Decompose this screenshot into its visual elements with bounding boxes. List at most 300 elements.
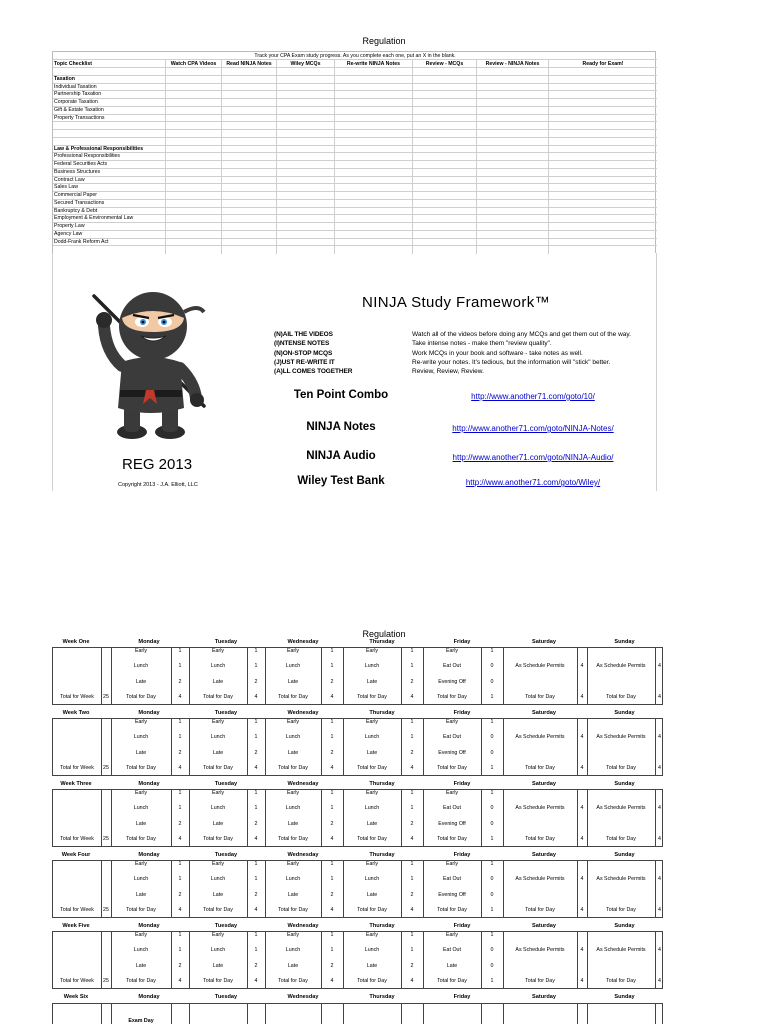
day-header-monday: Monday <box>138 710 160 716</box>
slot-hours: 2 <box>410 750 414 756</box>
slot-hours: 2 <box>330 679 334 685</box>
day-total-value: 4 <box>330 765 334 771</box>
day-total-value: 1 <box>490 694 494 700</box>
slot-late: Late <box>366 892 378 898</box>
slot-hours: 2 <box>178 821 182 827</box>
slot-early: Early <box>286 932 300 938</box>
day-header-tuesday: Tuesday <box>214 639 238 645</box>
slot-hours: 1 <box>178 663 182 669</box>
day-total-label: Total for Day <box>203 978 233 984</box>
slot-late: Late <box>212 750 224 756</box>
slot-hours: 1 <box>410 790 414 796</box>
topic-row <box>53 153 657 161</box>
checklist-note: Track your CPA Exam study progress. As you complete each one, put an X in the blank. <box>53 52 657 60</box>
slot-early: Early <box>286 719 300 725</box>
slot-hours: 1 <box>330 790 334 796</box>
slot-eat-out: Eat Out <box>443 805 461 811</box>
header-wiley-mcqs: Wiley MCQs <box>290 61 321 67</box>
week-total-value: 25 <box>103 907 109 913</box>
slot-hours: 1 <box>178 932 182 938</box>
slot-flexible: As Schedule Permits <box>515 734 565 740</box>
topic-label: Agency Law <box>54 230 83 237</box>
slot-lunch: Lunch <box>133 805 149 811</box>
slot-lunch: Lunch <box>210 805 226 811</box>
slot-flexible: As Schedule Permits <box>596 805 646 811</box>
day-total-label: Total for Day <box>525 694 555 700</box>
slot-hours: 4 <box>658 805 661 811</box>
slot-early: Early <box>365 719 379 725</box>
topic-row <box>53 184 657 192</box>
acronym-n: (N)AIL THE VIDEOS <box>274 331 333 338</box>
week-header-row <box>52 780 663 789</box>
day-header-thursday: Thursday <box>369 994 395 1000</box>
resource-link-ninja-audio[interactable]: http://www.another71.com/goto/NINJA-Audio/ <box>452 453 614 462</box>
resource-label-ninja-audio: NINJA Audio <box>306 450 376 462</box>
slot-hours: 1 <box>410 876 414 882</box>
day-total-label: Total for Day <box>606 694 636 700</box>
resource-link-wiley[interactable]: http://www.another71.com/goto/Wiley/ <box>465 478 601 487</box>
day-header-wednesday: Wednesday <box>287 923 319 929</box>
week-label: Week Six <box>63 994 89 1000</box>
day-total-value: 4 <box>178 694 182 700</box>
slot-hours: 1 <box>490 648 494 654</box>
slot-late: Late <box>212 821 224 827</box>
header-topic: Topic Checklist <box>54 61 92 67</box>
slot-eat-out: Eat Out <box>443 663 461 669</box>
week-header-row <box>52 851 663 860</box>
day-header-sunday: Sunday <box>614 781 635 787</box>
day-header-thursday: Thursday <box>369 710 395 716</box>
slot-hours: 1 <box>254 805 258 811</box>
week-header-row <box>52 709 663 718</box>
slot-hours: 1 <box>254 790 258 796</box>
slot-late: Late <box>366 821 378 827</box>
week-label: Week Four <box>61 852 91 858</box>
slot-lunch: Lunch <box>210 663 226 669</box>
day-total-value: 4 <box>410 694 414 700</box>
section-title: Law & Professional Responsibilities <box>54 145 144 152</box>
day-header-saturday: Saturday <box>532 852 556 858</box>
slot-hours: 1 <box>410 947 414 953</box>
topic-label: Bankruptcy & Debt <box>54 207 98 214</box>
day-total-label: Total for Day <box>437 765 467 771</box>
slot-late: Late <box>366 750 378 756</box>
slot-evening: Evening Off <box>438 892 466 898</box>
day-total-value: 4 <box>580 694 584 700</box>
week-block <box>52 931 663 989</box>
day-header-friday: Friday <box>453 710 471 716</box>
week-total-value: 25 <box>103 836 109 842</box>
day-total-label: Total for Day <box>525 765 555 771</box>
day-total-label: Total for Day <box>203 694 233 700</box>
topic-label: Commercial Paper <box>54 192 97 198</box>
day-total-value: 4 <box>254 978 258 984</box>
slot-hours: 1 <box>178 861 182 867</box>
header-watch-videos: Watch CPA Videos <box>170 61 217 67</box>
slot-hours: 2 <box>178 679 182 685</box>
slot-late: Late <box>287 963 299 969</box>
slot-late: Late <box>135 750 147 756</box>
slot-lunch: Lunch <box>364 947 380 953</box>
acronym-desc-j: Re-write your notes. It's tedious, but the information will "stick" better. <box>412 358 611 366</box>
day-header-wednesday: Wednesday <box>287 781 319 787</box>
week-total-value: 25 <box>103 765 109 771</box>
slot-hours: 4 <box>658 876 661 882</box>
day-total-label: Total for Day <box>278 907 308 913</box>
day-total-value: 1 <box>490 978 494 984</box>
slot-late: Late <box>287 892 299 898</box>
slot-late: Late <box>287 821 299 827</box>
day-header-monday: Monday <box>138 639 160 645</box>
slot-early: Early <box>365 932 379 938</box>
topic-row <box>53 215 657 223</box>
slot-hours: 0 <box>490 734 494 740</box>
topic-row <box>53 84 657 92</box>
day-total-label: Total for Day <box>126 765 156 771</box>
slot-hours: 1 <box>254 932 258 938</box>
slot-hours: 1 <box>490 719 494 725</box>
resource-label-ninja-notes: NINJA Notes <box>306 421 376 433</box>
day-header-monday: Monday <box>138 923 160 929</box>
slot-early: Early <box>445 790 459 796</box>
day-total-label: Total for Day <box>357 978 387 984</box>
slot-hours: 0 <box>490 963 494 969</box>
week-label: Week Three <box>60 781 92 787</box>
slot-hours: 1 <box>330 947 334 953</box>
header-rewrite-notes: Re-write NINJA Notes <box>346 61 401 67</box>
day-total-label: Total for Day <box>278 978 308 984</box>
week-total-label: Total for Week <box>60 836 94 842</box>
day-header-wednesday: Wednesday <box>287 639 319 645</box>
acronym-a: (A)LL COMES TOGETHER <box>274 368 353 376</box>
week-total-value: 25 <box>103 978 109 984</box>
day-total-label: Total for Day <box>606 978 636 984</box>
slot-early: Early <box>211 648 225 654</box>
day-total-value: 4 <box>254 694 258 700</box>
slot-hours: 1 <box>330 648 334 654</box>
topic-label: Contract Law <box>54 176 85 183</box>
acronym-desc-i: Take intense notes - make them "review quality". <box>412 340 552 348</box>
day-header-monday: Monday <box>138 994 160 1000</box>
slot-hours: 2 <box>178 963 182 969</box>
day-total-label: Total for Day <box>278 765 308 771</box>
page-title: Regulation <box>362 36 406 46</box>
slot-lunch: Lunch <box>210 947 226 953</box>
slot-hours: 1 <box>330 805 334 811</box>
day-total-value: 4 <box>254 765 258 771</box>
slot-hours: 1 <box>254 719 258 725</box>
framework-title: NINJA Study Framework™ <box>362 294 551 311</box>
header-ready-for-exam: Ready for Exam! <box>582 61 624 67</box>
day-total-label: Total for Day <box>606 836 636 842</box>
slot-hours: 2 <box>410 963 414 969</box>
slot-hours: 1 <box>410 719 414 725</box>
slot-hours: 4 <box>580 805 584 811</box>
day-total-value: 4 <box>580 765 584 771</box>
slot-hours: 4 <box>658 734 661 740</box>
day-header-wednesday: Wednesday <box>287 710 319 716</box>
day-header-thursday: Thursday <box>369 852 395 858</box>
slot-late: Late <box>135 679 147 685</box>
slot-hours: 4 <box>658 663 661 669</box>
topic-label: Secured Transactions <box>54 199 105 206</box>
day-total-value: 4 <box>178 765 182 771</box>
day-header-friday: Friday <box>453 852 471 858</box>
topic-label: Property Law <box>54 223 85 229</box>
slot-late: Late <box>287 679 299 685</box>
slot-lunch: Lunch <box>210 734 226 740</box>
slot-hours: 2 <box>178 750 182 756</box>
day-total-value: 4 <box>330 907 334 913</box>
slot-lunch: Lunch <box>133 876 149 882</box>
checklist-header-row <box>53 60 657 68</box>
topic-label: Federal Securities Acts <box>54 161 108 167</box>
schedule-title: Regulation <box>362 629 406 639</box>
acronym-n2: (N)ON-STOP MCQS <box>274 349 333 357</box>
topic-label: Professional Responsibilities <box>54 153 121 160</box>
header-read-notes: Read NINJA Notes <box>226 61 272 67</box>
slot-hours: 1 <box>254 734 258 740</box>
topic-label: Dodd-Frank Reform Act <box>54 238 109 245</box>
day-header-saturday: Saturday <box>532 710 556 716</box>
resource-label-ten-point: Ten Point Combo <box>293 389 389 401</box>
day-total-value: 4 <box>254 836 258 842</box>
day-header-thursday: Thursday <box>369 639 395 645</box>
slot-late: Late <box>135 963 147 969</box>
slot-flexible: As Schedule Permits <box>596 876 646 882</box>
day-total-value: 4 <box>410 907 414 913</box>
topic-label: Business Structures <box>54 168 101 175</box>
week-block <box>52 860 663 918</box>
slot-hours: 2 <box>410 679 414 685</box>
slot-early: Early <box>286 648 300 654</box>
slot-hours: 4 <box>580 876 584 882</box>
resource-label-wiley: Wiley Test Bank <box>297 475 385 487</box>
exam-day-label: Exam Day <box>128 1018 154 1024</box>
day-total-label: Total for Day <box>437 694 467 700</box>
slot-flexible: As Schedule Permits <box>596 947 646 953</box>
week-total-label: Total for Week <box>60 907 94 913</box>
week-block <box>52 647 663 705</box>
slot-flexible: As Schedule Permits <box>515 805 565 811</box>
topic-row <box>53 177 657 185</box>
topic-label: Property Transactions <box>54 114 105 121</box>
day-total-label: Total for Day <box>126 907 156 913</box>
slot-hours: 2 <box>330 892 334 898</box>
slot-flexible: As Schedule Permits <box>596 734 646 740</box>
slot-lunch: Lunch <box>285 876 301 882</box>
day-total-label: Total for Day <box>203 836 233 842</box>
slot-hours: 0 <box>490 663 494 669</box>
slot-early: Early <box>134 932 148 938</box>
slot-hours: 2 <box>330 963 334 969</box>
day-header-friday: Friday <box>453 639 471 645</box>
slot-hours: 4 <box>580 947 584 953</box>
day-header-wednesday: Wednesday <box>287 994 319 1000</box>
slot-early: Early <box>134 861 148 867</box>
slot-flexible: As Schedule Permits <box>515 663 565 669</box>
slot-hours: 1 <box>178 805 182 811</box>
day-header-sunday: Sunday <box>614 994 635 1000</box>
day-header-friday: Friday <box>453 994 471 1000</box>
slot-lunch: Lunch <box>285 663 301 669</box>
slot-hours: 1 <box>178 947 182 953</box>
slot-hours: 4 <box>580 734 584 740</box>
slot-hours: 1 <box>330 719 334 725</box>
day-total-label: Total for Day <box>203 907 233 913</box>
slot-early: Early <box>134 648 148 654</box>
slot-early: Early <box>445 932 459 938</box>
slot-hours: 1 <box>330 932 334 938</box>
slot-hours: 1 <box>254 861 258 867</box>
slot-hours: 1 <box>490 861 494 867</box>
day-total-value: 4 <box>580 907 584 913</box>
day-header-tuesday: Tuesday <box>214 994 238 1000</box>
slot-eat-out: Eat Out <box>443 876 461 882</box>
topic-row <box>53 200 657 208</box>
slot-hours: 0 <box>490 821 494 827</box>
slot-late: Late <box>366 679 378 685</box>
topic-row <box>53 161 657 169</box>
week-label: Week Two <box>62 710 90 716</box>
slot-hours: 2 <box>410 821 414 827</box>
slot-lunch: Lunch <box>285 805 301 811</box>
slot-hours: 0 <box>490 679 494 685</box>
day-header-friday: Friday <box>453 781 471 787</box>
slot-flexible: As Schedule Permits <box>515 876 565 882</box>
slot-hours: 2 <box>330 821 334 827</box>
topic-label: Gift & Estate Taxation <box>54 106 104 113</box>
day-total-value: 4 <box>330 694 334 700</box>
slot-flexible: As Schedule Permits <box>515 947 565 953</box>
slot-hours: 1 <box>410 932 414 938</box>
blank-row <box>53 68 657 76</box>
week-block <box>52 789 663 847</box>
day-total-label: Total for Day <box>606 765 636 771</box>
slot-hours: 2 <box>330 750 334 756</box>
slot-early: Early <box>286 861 300 867</box>
slot-hours: 1 <box>254 648 258 654</box>
slot-hours: 1 <box>178 719 182 725</box>
slot-hours: 1 <box>254 947 258 953</box>
slot-lunch: Lunch <box>364 805 380 811</box>
day-header-saturday: Saturday <box>532 781 556 787</box>
resource-link-ten-point[interactable]: http://www.another71.com/goto/10/ <box>471 392 595 401</box>
week-block <box>52 1003 663 1024</box>
acronym-i: (I)NTENSE NOTES <box>274 340 330 348</box>
slot-early: Early <box>365 648 379 654</box>
day-total-value: 4 <box>330 836 334 842</box>
day-total-value: 4 <box>658 836 661 842</box>
resource-link-ninja-notes[interactable]: http://www.another71.com/goto/NINJA-Notes/ <box>452 424 614 433</box>
slot-hours: 1 <box>490 932 494 938</box>
week-label: Week One <box>62 639 90 645</box>
section-title: Taxation <box>54 75 75 82</box>
topic-label: Corporate Taxation <box>54 99 98 105</box>
day-total-label: Total for Day <box>126 694 156 700</box>
slot-eat-out: Eat Out <box>443 947 461 953</box>
day-total-value: 1 <box>490 765 494 771</box>
day-total-label: Total for Day <box>357 836 387 842</box>
acronym-list <box>274 330 414 376</box>
day-total-label: Total for Day <box>357 765 387 771</box>
slot-hours: 0 <box>490 947 494 953</box>
day-total-label: Total for Day <box>278 836 308 842</box>
day-total-label: Total for Day <box>437 836 467 842</box>
topic-label: Partnership Taxation <box>54 91 102 98</box>
slot-hours: 0 <box>490 750 494 756</box>
topic-row <box>53 208 657 216</box>
slot-evening: Evening Off <box>438 821 466 827</box>
day-total-value: 4 <box>178 836 182 842</box>
header-review-notes: Review - NINJA Notes <box>485 61 540 67</box>
acronym-desc-a: Review, Review, Review. <box>412 368 484 376</box>
day-total-value: 1 <box>490 836 494 842</box>
day-total-label: Total for Day <box>203 765 233 771</box>
week-block <box>52 718 663 776</box>
topic-row <box>53 239 657 247</box>
slot-late: Late <box>212 679 224 685</box>
topic-checklist <box>52 51 656 253</box>
day-total-value: 4 <box>658 978 661 984</box>
day-total-label: Total for Day <box>126 978 156 984</box>
reg-year-label: REG 2013 <box>122 456 193 473</box>
slot-hours: 4 <box>658 947 661 953</box>
slot-early: Early <box>211 932 225 938</box>
day-header-monday: Monday <box>138 852 160 858</box>
week-header-row <box>52 638 663 647</box>
day-header-monday: Monday <box>138 781 160 787</box>
day-header-thursday: Thursday <box>369 923 395 929</box>
slot-early: Early <box>134 790 148 796</box>
day-total-value: 4 <box>580 978 584 984</box>
slot-hours: 2 <box>254 892 258 898</box>
week-header-row <box>52 922 663 931</box>
day-total-label: Total for Day <box>525 907 555 913</box>
slot-hours: 4 <box>580 663 584 669</box>
day-header-sunday: Sunday <box>614 639 635 645</box>
slot-early: Early <box>211 861 225 867</box>
acronym-desc-n: Watch all of the videos before doing any MCQs and get them out of the way. <box>412 331 631 338</box>
topic-row <box>53 223 657 231</box>
day-total-value: 4 <box>410 978 414 984</box>
week-total-label: Total for Week <box>60 694 94 700</box>
day-total-value: 4 <box>178 978 182 984</box>
day-total-label: Total for Day <box>525 978 555 984</box>
day-total-value: 4 <box>580 836 584 842</box>
slot-lunch: Lunch <box>364 663 380 669</box>
day-header-saturday: Saturday <box>532 994 556 1000</box>
slot-lunch: Lunch <box>210 876 226 882</box>
header-review-mcqs: Review - MCQs <box>425 61 464 67</box>
day-total-label: Total for Day <box>357 694 387 700</box>
copyright-text: Copyright 2013 - J.A. Elliott, LLC <box>118 482 198 488</box>
blank-row <box>53 130 657 138</box>
slot-hours: 1 <box>330 861 334 867</box>
day-header-tuesday: Tuesday <box>214 710 238 716</box>
acronym-desc-n2: Work MCQs in your book and software - take notes as well. <box>412 349 583 357</box>
slot-early: Early <box>445 861 459 867</box>
day-total-value: 4 <box>658 907 661 913</box>
slot-lunch: Lunch <box>133 947 149 953</box>
slot-early: Early <box>134 719 148 725</box>
day-header-saturday: Saturday <box>532 923 556 929</box>
day-total-value: 4 <box>410 765 414 771</box>
slot-hours: 1 <box>178 876 182 882</box>
slot-hours: 1 <box>410 648 414 654</box>
topic-label: Individual Taxation <box>54 83 97 90</box>
day-total-value: 4 <box>254 907 258 913</box>
